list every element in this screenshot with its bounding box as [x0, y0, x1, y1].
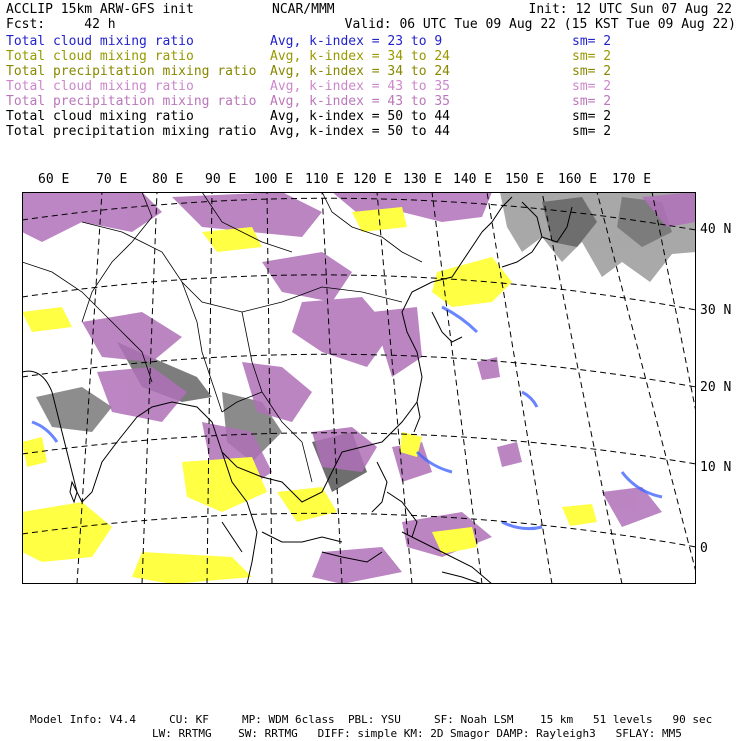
- legend-row: [0, 64, 740, 79]
- lon-label: 80 E: [152, 172, 184, 187]
- lon-label: 60 E: [38, 172, 70, 187]
- legend-row: [0, 49, 740, 64]
- init-time: Init: 12 UTC Sun 07 Aug 22: [528, 2, 732, 17]
- legend-row: [0, 124, 740, 139]
- legend-sm: sm= 2: [572, 79, 612, 94]
- legend-row: [0, 34, 740, 49]
- legend-row: [0, 94, 740, 109]
- lon-label: 70 E: [96, 172, 128, 187]
- fcst-label: Fcst:: [6, 17, 46, 32]
- lon-label: 170 E: [612, 172, 652, 187]
- lon-label: 160 E: [558, 172, 598, 187]
- legend-avg: Avg, k-index = 23 to 9: [270, 34, 443, 49]
- legend-name: Total cloud mixing ratio: [6, 34, 194, 49]
- legend-avg: Avg, k-index = 34 to 24: [270, 64, 451, 79]
- valid-time: Valid: 06 UTC Tue 09 Aug 22 (15 KST Tue 09 Aug 22): [344, 17, 736, 32]
- legend-name: Total cloud mixing ratio: [6, 79, 194, 94]
- lat-label: 10 N: [700, 460, 732, 475]
- model-title: ACCLIP 15km ARW-GFS init: [6, 2, 194, 17]
- legend-avg: Avg, k-index = 43 to 35: [270, 94, 451, 109]
- lat-label: 0: [700, 541, 708, 556]
- lat-label: 40 N: [700, 222, 732, 237]
- legend-sm: sm= 2: [572, 64, 612, 79]
- lon-label: 120 E: [353, 172, 393, 187]
- legend-row: [0, 109, 740, 124]
- legend-avg: Avg, k-index = 50 to 44: [270, 109, 451, 124]
- legend-name: Total precipitation mixing ratio: [6, 64, 257, 79]
- lon-label: 150 E: [505, 172, 545, 187]
- forecast-hour: [6, 17, 116, 32]
- legend-sm: sm= 2: [572, 49, 612, 64]
- lon-label: 140 E: [453, 172, 493, 187]
- legend-row: [0, 79, 740, 94]
- legend-sm: sm= 2: [572, 34, 612, 49]
- legend-sm: sm= 2: [572, 94, 612, 109]
- legend-name: Total precipitation mixing ratio: [6, 124, 257, 139]
- legend-sm: sm= 2: [572, 124, 612, 139]
- map-panel: [22, 192, 696, 584]
- legend-sm: sm= 2: [572, 109, 612, 124]
- model-info-line1: Model Info: V4.4 CU: KF MP: WDM 6class PBL: YSU SF: Noah LSM 15 km 51 levels 90 sec: [30, 713, 713, 726]
- lon-label: 110 E: [305, 172, 345, 187]
- legend-avg: Avg, k-index = 43 to 35: [270, 79, 451, 94]
- lon-label: 100 E: [254, 172, 294, 187]
- legend-name: Total cloud mixing ratio: [6, 109, 194, 124]
- lat-label: 20 N: [700, 380, 732, 395]
- legend-name: Total precipitation mixing ratio: [6, 94, 257, 109]
- legend-avg: Avg, k-index = 50 to 44: [270, 124, 451, 139]
- legend-avg: Avg, k-index = 34 to 24: [270, 49, 451, 64]
- legend-name: Total cloud mixing ratio: [6, 49, 194, 64]
- model-info-line2: LW: RRTMG SW: RRTMG DIFF: simple KM: 2D Smagor DAMP: Rayleigh3 SFLAY: MM5: [152, 727, 682, 740]
- organization: NCAR/MMM: [272, 2, 335, 17]
- lat-label: 30 N: [700, 303, 732, 318]
- lon-label: 90 E: [205, 172, 237, 187]
- lon-label: 130 E: [403, 172, 443, 187]
- fcst-value: 42 h: [84, 17, 116, 32]
